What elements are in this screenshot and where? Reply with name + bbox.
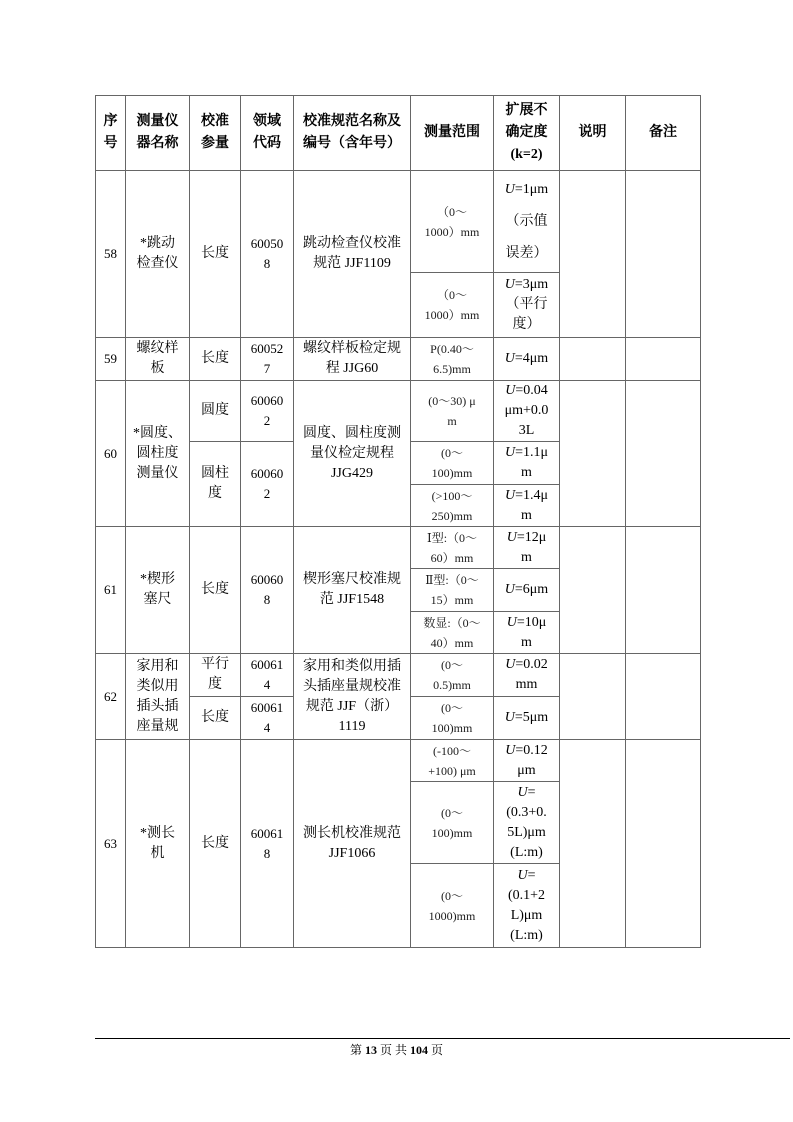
footer-page-number: 13 <box>364 1043 377 1057</box>
uncertainty-symbol: U <box>506 614 517 630</box>
cell-instrument: *测长 机 <box>126 740 190 948</box>
cell-uncertainty <box>494 654 560 697</box>
cell-code: 60052 7 <box>241 338 294 381</box>
cell-range: (0～30) μ m <box>411 381 494 442</box>
cell-range: Ⅰ型:（0～ 60）mm <box>411 527 494 569</box>
uncertainty-symbol: U <box>517 867 528 883</box>
cell-seq: 59 <box>96 338 126 381</box>
cell-code: 60060 2 <box>241 381 294 442</box>
cell-note <box>560 527 626 654</box>
cell-remark <box>626 654 701 740</box>
header-spec: 校准规范名称及 编号（含年号） <box>294 96 411 171</box>
cell-seq: 62 <box>96 654 126 740</box>
header-row <box>96 96 701 171</box>
cell-seq: 61 <box>96 527 126 654</box>
uncertainty-symbol: U <box>504 445 516 460</box>
cell-note <box>560 171 626 338</box>
cell-remark <box>626 338 701 381</box>
uncertainty-symbol: U <box>505 742 516 758</box>
cell-instrument: *跳动 检查仪 <box>126 171 190 338</box>
cell-uncertainty <box>494 485 560 527</box>
cell-remark <box>626 527 701 654</box>
cell-instrument: 家用和 类似用 插头插 座量规 <box>126 654 190 740</box>
cell-seq: 63 <box>96 740 126 948</box>
uncertainty-value: =1μm （示值 误差） <box>505 181 549 261</box>
calibration-table <box>95 95 701 948</box>
table-row <box>96 338 701 381</box>
cell-range: （0～ 1000）mm <box>411 273 494 338</box>
footer-page-suffix: 页 共 <box>379 1043 407 1057</box>
cell-code: 60061 4 <box>241 654 294 697</box>
cell-note <box>560 381 626 527</box>
cell-param: 长度 <box>190 338 241 381</box>
table-row <box>96 527 701 569</box>
cell-range: (>100～ 250)mm <box>411 485 494 527</box>
cell-spec: 测长机校准规范 JJF1066 <box>294 740 411 948</box>
uncertainty-symbol: U <box>504 487 516 503</box>
footer-page-prefix: 第 <box>349 1043 362 1057</box>
header-param: 校准 参量 <box>190 96 241 171</box>
cell-code: 60061 4 <box>241 697 294 740</box>
uncertainty-value: =0.12 μm <box>515 742 548 778</box>
uncertainty-value: =10μ m <box>516 614 547 650</box>
cell-note <box>560 740 626 948</box>
uncertainty-value: =0.02 mm <box>515 657 548 692</box>
cell-remark <box>626 171 701 338</box>
cell-param: 长度 <box>190 697 241 740</box>
header-uncertainty: 扩展不 确定度 (k=2) <box>494 96 560 171</box>
cell-instrument: 螺纹样 板 <box>126 338 190 381</box>
uncertainty-symbol: U <box>504 710 515 725</box>
table-row <box>96 171 701 273</box>
uncertainty-value: =5μm <box>514 710 549 725</box>
table-row <box>96 740 701 782</box>
cell-note <box>560 338 626 381</box>
cell-range: （0～ 1000）mm <box>411 171 494 273</box>
cell-code: 60060 8 <box>241 527 294 654</box>
cell-uncertainty <box>494 697 560 740</box>
header-code: 领域 代码 <box>241 96 294 171</box>
cell-uncertainty <box>494 527 560 569</box>
cell-range: (-100～ +100) μm <box>411 740 494 782</box>
uncertainty-value: = (0.1+2 L)μm (L:m) <box>507 867 546 943</box>
cell-param: 长度 <box>190 740 241 948</box>
cell-param: 平行 度 <box>190 654 241 697</box>
cell-spec: 楔形塞尺校准规 范 JJF1548 <box>294 527 411 654</box>
header-note: 说明 <box>560 96 626 171</box>
cell-range: (0～ 100)mm <box>411 697 494 740</box>
cell-range: (0～ 1000)mm <box>411 864 494 948</box>
cell-code: 60060 2 <box>241 442 294 527</box>
cell-code: 60050 8 <box>241 171 294 338</box>
cell-uncertainty <box>494 381 560 442</box>
cell-uncertainty <box>494 273 560 338</box>
uncertainty-value: =4μm <box>514 351 549 366</box>
uncertainty-value: =0.04 μm+0.0 3L <box>504 383 549 438</box>
cell-range: (0～ 100)mm <box>411 442 494 485</box>
cell-param: 圆度 <box>190 381 241 442</box>
cell-uncertainty <box>494 782 560 864</box>
cell-uncertainty <box>494 612 560 654</box>
uncertainty-symbol: U <box>504 181 515 197</box>
cell-remark <box>626 381 701 527</box>
cell-range: 数显:（0～ 40）mm <box>411 612 494 654</box>
cell-spec: 跳动检查仪校准 规范 JJF1109 <box>294 171 411 338</box>
cell-spec: 螺纹样板检定规 程 JJG60 <box>294 338 411 381</box>
page-footer <box>0 1042 793 1058</box>
header-range: 测量范围 <box>411 96 494 171</box>
cell-uncertainty <box>494 171 560 273</box>
uncertainty-value: =12μ m <box>516 529 547 565</box>
cell-param: 长度 <box>190 527 241 654</box>
uncertainty-value: =6μm <box>514 582 549 597</box>
cell-uncertainty <box>494 442 560 485</box>
cell-spec: 圆度、圆柱度测 量仪检定规程 JJG429 <box>294 381 411 527</box>
cell-code: 60061 8 <box>241 740 294 948</box>
cell-note <box>560 654 626 740</box>
table-row <box>96 381 701 442</box>
uncertainty-value: =3μm （平行 度） <box>505 277 549 332</box>
footer-total-suffix: 页 <box>431 1043 444 1057</box>
cell-range: (0～ 0.5)mm <box>411 654 494 697</box>
header-instrument: 测量仪 器名称 <box>126 96 190 171</box>
cell-remark <box>626 740 701 948</box>
cell-seq: 60 <box>96 381 126 527</box>
uncertainty-symbol: U <box>504 582 515 597</box>
uncertainty-value: =1.4μ m <box>515 487 549 523</box>
cell-instrument: *圆度、 圆柱度 测量仪 <box>126 381 190 527</box>
uncertainty-symbol: U <box>505 383 516 398</box>
cell-range: Ⅱ型:（0～ 15）mm <box>411 569 494 612</box>
header-remark: 备注 <box>626 96 701 171</box>
uncertainty-value: = (0.3+0. 5L)μm (L:m) <box>506 784 547 860</box>
uncertainty-value: =1.1μ m <box>515 445 549 480</box>
cell-spec: 家用和类似用插 头插座量规校准 规范 JJF（浙） 1119 <box>294 654 411 740</box>
cell-uncertainty <box>494 864 560 948</box>
uncertainty-symbol: U <box>504 277 515 292</box>
cell-uncertainty <box>494 740 560 782</box>
uncertainty-symbol: U <box>504 351 515 366</box>
uncertainty-symbol: U <box>505 657 516 672</box>
cell-seq: 58 <box>96 171 126 338</box>
table-row <box>96 654 701 697</box>
cell-uncertainty <box>494 338 560 381</box>
cell-range: P(0.40～ 6.5)mm <box>411 338 494 381</box>
cell-uncertainty <box>494 569 560 612</box>
cell-range: (0～ 100)mm <box>411 782 494 864</box>
footer-divider <box>95 1038 790 1039</box>
uncertainty-symbol: U <box>517 784 528 800</box>
footer-total-pages: 104 <box>410 1043 428 1057</box>
header-seq: 序 号 <box>96 96 126 171</box>
cell-param: 长度 <box>190 171 241 338</box>
cell-param: 圆柱 度 <box>190 442 241 527</box>
cell-instrument: *楔形 塞尺 <box>126 527 190 654</box>
uncertainty-symbol: U <box>506 529 517 545</box>
